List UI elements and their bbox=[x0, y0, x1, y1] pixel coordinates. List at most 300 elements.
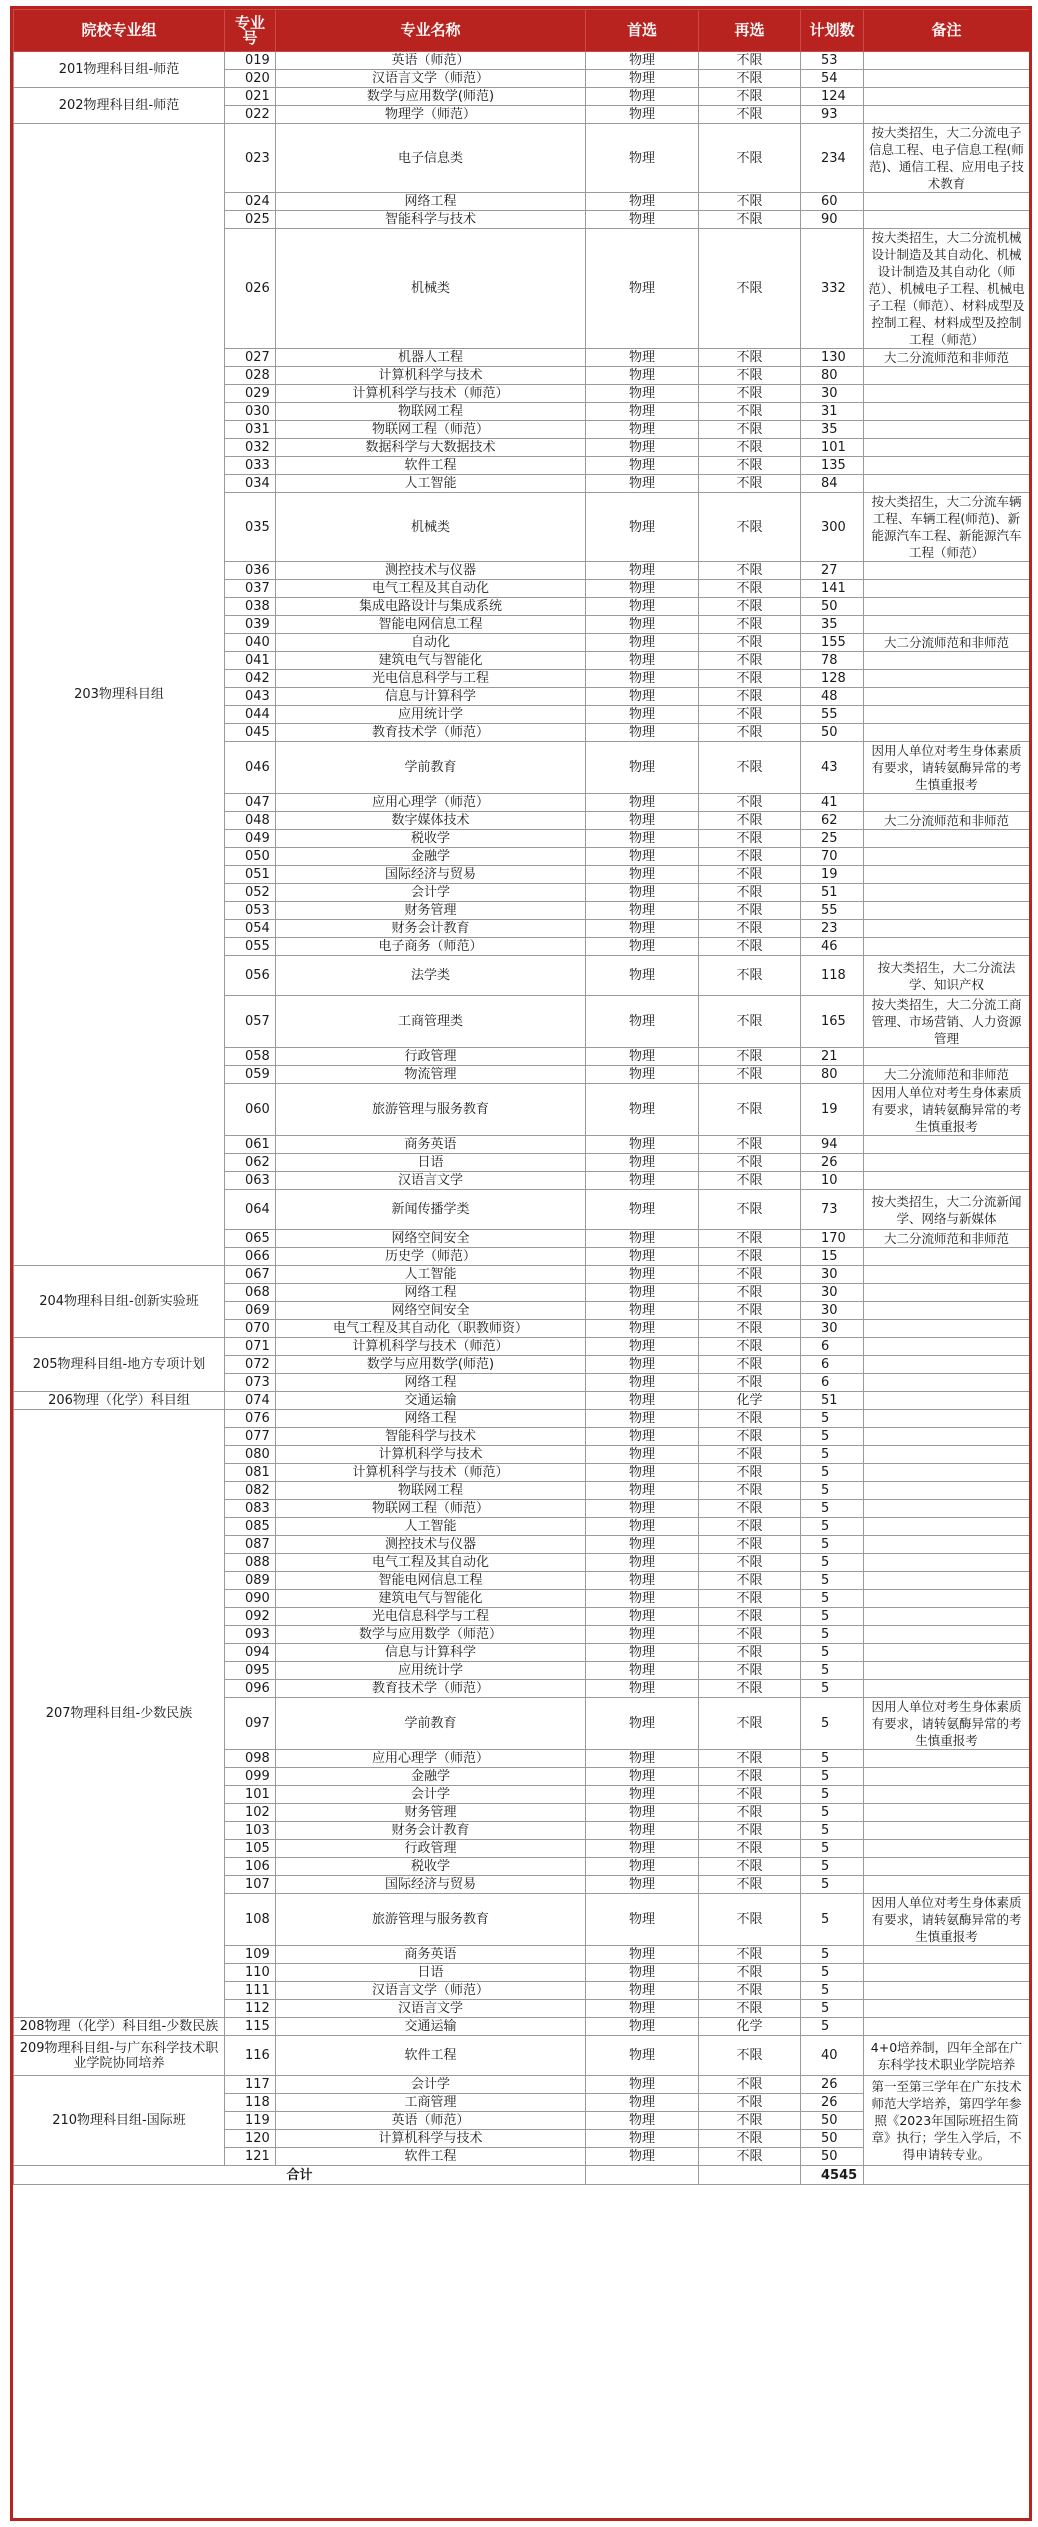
first-subject-cell: 物理 bbox=[586, 1136, 699, 1154]
plan-count-cell: 19 bbox=[801, 866, 864, 884]
major-name-cell: 国际经济与贸易 bbox=[276, 866, 586, 884]
major-name-cell: 教育技术学（师范） bbox=[276, 1680, 586, 1698]
first-subject-cell: 物理 bbox=[586, 1302, 699, 1320]
major-code-cell: 059 bbox=[225, 1066, 276, 1084]
note-cell bbox=[864, 1946, 1030, 1964]
plan-count-cell: 5 bbox=[801, 1698, 864, 1750]
major-code-cell: 097 bbox=[225, 1698, 276, 1750]
second-subject-cell: 不限 bbox=[699, 996, 801, 1048]
note-cell bbox=[864, 1248, 1030, 1266]
total-value: 4545 bbox=[801, 2166, 864, 2185]
second-subject-cell: 不限 bbox=[699, 52, 801, 70]
major-code-cell: 050 bbox=[225, 848, 276, 866]
first-subject-cell: 物理 bbox=[586, 1392, 699, 1410]
table-row bbox=[14, 1410, 1030, 1428]
major-code-cell: 090 bbox=[225, 1590, 276, 1608]
second-subject-cell: 不限 bbox=[699, 830, 801, 848]
major-name-cell: 物流管理 bbox=[276, 1066, 586, 1084]
second-subject-cell: 不限 bbox=[699, 1626, 801, 1644]
plan-count-cell: 26 bbox=[801, 1154, 864, 1172]
major-code-cell: 088 bbox=[225, 1554, 276, 1572]
second-subject-cell: 不限 bbox=[699, 124, 801, 193]
second-subject-cell: 不限 bbox=[699, 1536, 801, 1554]
major-name-cell: 商务英语 bbox=[276, 1946, 586, 1964]
first-subject-cell: 物理 bbox=[586, 688, 699, 706]
second-subject-cell: 不限 bbox=[699, 367, 801, 385]
major-name-cell: 机械类 bbox=[276, 229, 586, 349]
plan-count-cell: 50 bbox=[801, 724, 864, 742]
table-row bbox=[14, 2036, 1030, 2076]
major-code-cell: 102 bbox=[225, 1804, 276, 1822]
major-code-cell: 052 bbox=[225, 884, 276, 902]
first-subject-cell: 物理 bbox=[586, 457, 699, 475]
major-name-cell: 计算机科学与技术（师范） bbox=[276, 385, 586, 403]
major-name-cell: 计算机科学与技术 bbox=[276, 367, 586, 385]
second-subject-cell: 不限 bbox=[699, 106, 801, 124]
second-subject-cell: 不限 bbox=[699, 1428, 801, 1446]
major-code-cell: 108 bbox=[225, 1894, 276, 1946]
second-subject-cell: 不限 bbox=[699, 2130, 801, 2148]
first-subject-cell: 物理 bbox=[586, 1876, 699, 1894]
major-name-cell: 网络工程 bbox=[276, 1284, 586, 1302]
first-subject-cell: 物理 bbox=[586, 2000, 699, 2018]
note-cell bbox=[864, 385, 1030, 403]
major-name-cell: 行政管理 bbox=[276, 1048, 586, 1066]
major-code-cell: 116 bbox=[225, 2036, 276, 2076]
note-cell bbox=[864, 688, 1030, 706]
major-code-cell: 027 bbox=[225, 349, 276, 367]
plan-count-cell: 25 bbox=[801, 830, 864, 848]
plan-count-cell: 6 bbox=[801, 1338, 864, 1356]
note-cell bbox=[864, 1302, 1030, 1320]
major-name-cell: 软件工程 bbox=[276, 457, 586, 475]
major-code-cell: 064 bbox=[225, 1190, 276, 1230]
major-code-cell: 109 bbox=[225, 1946, 276, 1964]
first-subject-cell: 物理 bbox=[586, 385, 699, 403]
major-name-cell: 新闻传播学类 bbox=[276, 1190, 586, 1230]
plan-count-cell: 101 bbox=[801, 439, 864, 457]
note-cell bbox=[864, 794, 1030, 812]
second-subject-cell: 不限 bbox=[699, 1572, 801, 1590]
note-cell bbox=[864, 1608, 1030, 1626]
table-body bbox=[14, 52, 1030, 2185]
major-name-cell: 人工智能 bbox=[276, 475, 586, 493]
first-subject-cell: 物理 bbox=[586, 1356, 699, 1374]
plan-count-cell: 165 bbox=[801, 996, 864, 1048]
second-subject-cell: 不限 bbox=[699, 670, 801, 688]
first-subject-cell: 物理 bbox=[586, 1946, 699, 1964]
first-subject-cell: 物理 bbox=[586, 1230, 699, 1248]
major-name-cell: 工商管理 bbox=[276, 2094, 586, 2112]
second-subject-cell: 不限 bbox=[699, 580, 801, 598]
note-cell bbox=[864, 866, 1030, 884]
second-subject-cell: 不限 bbox=[699, 2094, 801, 2112]
plan-count-cell: 46 bbox=[801, 938, 864, 956]
total-label: 合计 bbox=[14, 2166, 586, 2185]
plan-count-cell: 5 bbox=[801, 1554, 864, 1572]
second-subject-cell: 不限 bbox=[699, 1302, 801, 1320]
note-cell: 按大类招生，大二分流新闻学、网络与新媒体 bbox=[864, 1190, 1030, 1230]
plan-count-cell: 5 bbox=[801, 1768, 864, 1786]
plan-count-cell: 5 bbox=[801, 1982, 864, 2000]
major-code-cell: 034 bbox=[225, 475, 276, 493]
major-name-cell: 网络空间安全 bbox=[276, 1302, 586, 1320]
major-code-cell: 098 bbox=[225, 1750, 276, 1768]
first-subject-cell: 物理 bbox=[586, 2112, 699, 2130]
first-subject-cell: 物理 bbox=[586, 1338, 699, 1356]
second-subject-cell: 不限 bbox=[699, 652, 801, 670]
major-name-cell: 历史学（师范） bbox=[276, 1248, 586, 1266]
major-name-cell: 集成电路设计与集成系统 bbox=[276, 598, 586, 616]
major-code-cell: 035 bbox=[225, 493, 276, 562]
first-subject-cell: 物理 bbox=[586, 52, 699, 70]
header-group: 院校专业组 bbox=[14, 10, 225, 52]
major-code-cell: 115 bbox=[225, 2018, 276, 2036]
second-subject-cell: 不限 bbox=[699, 1048, 801, 1066]
note-cell bbox=[864, 1374, 1030, 1392]
first-subject-cell: 物理 bbox=[586, 902, 699, 920]
note-cell: 按大类招生，大二分流电子信息工程、电子信息工程(师范)、通信工程、应用电子技术教育 bbox=[864, 124, 1030, 193]
first-subject-cell: 物理 bbox=[586, 2130, 699, 2148]
major-name-cell: 物联网工程（师范） bbox=[276, 421, 586, 439]
second-subject-cell: 不限 bbox=[699, 902, 801, 920]
note-cell bbox=[864, 2018, 1030, 2036]
second-subject-cell: 化学 bbox=[699, 2018, 801, 2036]
major-name-cell: 自动化 bbox=[276, 634, 586, 652]
first-subject-cell: 物理 bbox=[586, 1266, 699, 1284]
plan-count-cell: 35 bbox=[801, 616, 864, 634]
second-subject-cell: 不限 bbox=[699, 1338, 801, 1356]
second-subject-cell: 不限 bbox=[699, 562, 801, 580]
note-cell: 按大类招生，大二分流机械设计制造及其自动化、机械设计制造及其自动化（师范）、机械电子工程、机械电子工程（师范）、材料成型及控制工程、材料成型及控制工程（师范） bbox=[864, 229, 1030, 349]
note-cell bbox=[864, 1266, 1030, 1284]
first-subject-cell: 物理 bbox=[586, 1428, 699, 1446]
note-cell bbox=[864, 1964, 1030, 1982]
major-name-cell: 学前教育 bbox=[276, 742, 586, 794]
header-major: 专业名称 bbox=[276, 10, 586, 52]
note-cell bbox=[864, 1644, 1030, 1662]
major-code-cell: 038 bbox=[225, 598, 276, 616]
table-row bbox=[14, 2018, 1030, 2036]
note-cell bbox=[864, 1338, 1030, 1356]
second-subject-cell: 不限 bbox=[699, 385, 801, 403]
major-code-cell: 036 bbox=[225, 562, 276, 580]
second-subject-cell: 不限 bbox=[699, 457, 801, 475]
second-subject-cell: 不限 bbox=[699, 1982, 801, 2000]
second-subject-cell: 不限 bbox=[699, 1518, 801, 1536]
plan-count-cell: 5 bbox=[801, 1894, 864, 1946]
second-subject-cell: 不限 bbox=[699, 2112, 801, 2130]
total-empty-cell bbox=[864, 2166, 1030, 2185]
plan-count-cell: 5 bbox=[801, 1410, 864, 1428]
first-subject-cell: 物理 bbox=[586, 1804, 699, 1822]
major-name-cell: 光电信息科学与工程 bbox=[276, 1608, 586, 1626]
first-subject-cell: 物理 bbox=[586, 229, 699, 349]
note-cell bbox=[864, 902, 1030, 920]
second-subject-cell: 不限 bbox=[699, 688, 801, 706]
first-subject-cell: 物理 bbox=[586, 1518, 699, 1536]
note-cell: 因用人单位对考生身体素质有要求，请转氨酶异常的考生慎重报考 bbox=[864, 1084, 1030, 1136]
header-code: 专业号 bbox=[225, 10, 276, 52]
note-cell: 因用人单位对考生身体素质有要求，请转氨酶异常的考生慎重报考 bbox=[864, 1698, 1030, 1750]
admission-plan-table-frame bbox=[10, 6, 1032, 2521]
major-code-cell: 045 bbox=[225, 724, 276, 742]
major-name-cell: 税收学 bbox=[276, 1858, 586, 1876]
major-code-cell: 106 bbox=[225, 1858, 276, 1876]
first-subject-cell: 物理 bbox=[586, 88, 699, 106]
first-subject-cell: 物理 bbox=[586, 848, 699, 866]
first-subject-cell: 物理 bbox=[586, 1590, 699, 1608]
note-cell bbox=[864, 1662, 1030, 1680]
second-subject-cell: 不限 bbox=[699, 634, 801, 652]
plan-count-cell: 62 bbox=[801, 812, 864, 830]
second-subject-cell: 不限 bbox=[699, 1804, 801, 1822]
major-name-cell: 应用统计学 bbox=[276, 706, 586, 724]
note-cell bbox=[864, 1320, 1030, 1338]
major-name-cell: 汉语言文学（师范） bbox=[276, 1982, 586, 2000]
first-subject-cell: 物理 bbox=[586, 403, 699, 421]
table-row bbox=[14, 1392, 1030, 1410]
major-code-cell: 056 bbox=[225, 956, 276, 996]
plan-count-cell: 51 bbox=[801, 884, 864, 902]
major-name-cell: 工商管理类 bbox=[276, 996, 586, 1048]
major-code-cell: 046 bbox=[225, 742, 276, 794]
table-row bbox=[14, 124, 1030, 193]
major-name-cell: 物理学（师范） bbox=[276, 106, 586, 124]
header-first-subject: 首选 bbox=[586, 10, 699, 52]
header-note: 备注 bbox=[864, 10, 1030, 52]
major-name-cell: 金融学 bbox=[276, 848, 586, 866]
first-subject-cell: 物理 bbox=[586, 1410, 699, 1428]
first-subject-cell: 物理 bbox=[586, 475, 699, 493]
first-subject-cell: 物理 bbox=[586, 1840, 699, 1858]
plan-count-cell: 40 bbox=[801, 2036, 864, 2076]
major-name-cell: 应用统计学 bbox=[276, 1662, 586, 1680]
second-subject-cell: 不限 bbox=[699, 421, 801, 439]
first-subject-cell: 物理 bbox=[586, 1964, 699, 1982]
plan-count-cell: 54 bbox=[801, 70, 864, 88]
major-name-cell: 学前教育 bbox=[276, 1698, 586, 1750]
second-subject-cell: 不限 bbox=[699, 1266, 801, 1284]
plan-count-cell: 48 bbox=[801, 688, 864, 706]
major-name-cell: 会计学 bbox=[276, 2076, 586, 2094]
note-cell: 按大类招生，大二分流工商管理、市场营销、人力资源管理 bbox=[864, 996, 1030, 1048]
major-name-cell: 计算机科学与技术（师范） bbox=[276, 1338, 586, 1356]
second-subject-cell: 不限 bbox=[699, 1946, 801, 1964]
second-subject-cell: 不限 bbox=[699, 439, 801, 457]
note-cell bbox=[864, 1172, 1030, 1190]
note-cell bbox=[864, 1136, 1030, 1154]
first-subject-cell: 物理 bbox=[586, 493, 699, 562]
plan-count-cell: 5 bbox=[801, 1680, 864, 1698]
first-subject-cell: 物理 bbox=[586, 1190, 699, 1230]
note-cell bbox=[864, 193, 1030, 211]
second-subject-cell: 不限 bbox=[699, 2000, 801, 2018]
note-cell bbox=[864, 1590, 1030, 1608]
table-row bbox=[14, 52, 1030, 70]
second-subject-cell: 不限 bbox=[699, 1554, 801, 1572]
major-code-cell: 040 bbox=[225, 634, 276, 652]
first-subject-cell: 物理 bbox=[586, 724, 699, 742]
first-subject-cell: 物理 bbox=[586, 652, 699, 670]
plan-count-cell: 6 bbox=[801, 1356, 864, 1374]
admission-plan-table bbox=[13, 9, 1030, 2185]
major-code-cell: 031 bbox=[225, 421, 276, 439]
first-subject-cell: 物理 bbox=[586, 106, 699, 124]
group-cell: 208物理（化学）科目组-少数民族 bbox=[14, 2018, 225, 2036]
second-subject-cell: 不限 bbox=[699, 1136, 801, 1154]
first-subject-cell: 物理 bbox=[586, 1786, 699, 1804]
note-cell bbox=[864, 421, 1030, 439]
second-subject-cell: 不限 bbox=[699, 1698, 801, 1750]
plan-count-cell: 5 bbox=[801, 1644, 864, 1662]
second-subject-cell: 不限 bbox=[699, 1680, 801, 1698]
plan-count-cell: 5 bbox=[801, 1428, 864, 1446]
note-cell bbox=[864, 1822, 1030, 1840]
first-subject-cell: 物理 bbox=[586, 193, 699, 211]
first-subject-cell: 物理 bbox=[586, 124, 699, 193]
table-row bbox=[14, 2076, 1030, 2094]
group-cell: 204物理科目组-创新实验班 bbox=[14, 1266, 225, 1338]
plan-count-cell: 135 bbox=[801, 457, 864, 475]
major-name-cell: 行政管理 bbox=[276, 1840, 586, 1858]
note-cell bbox=[864, 1768, 1030, 1786]
plan-count-cell: 5 bbox=[801, 1786, 864, 1804]
major-name-cell: 旅游管理与服务教育 bbox=[276, 1894, 586, 1946]
major-code-cell: 026 bbox=[225, 229, 276, 349]
note-cell bbox=[864, 211, 1030, 229]
major-name-cell: 税收学 bbox=[276, 830, 586, 848]
major-code-cell: 019 bbox=[225, 52, 276, 70]
first-subject-cell: 物理 bbox=[586, 1284, 699, 1302]
major-name-cell: 物联网工程 bbox=[276, 1482, 586, 1500]
second-subject-cell: 不限 bbox=[699, 794, 801, 812]
major-code-cell: 029 bbox=[225, 385, 276, 403]
first-subject-cell: 物理 bbox=[586, 2148, 699, 2166]
plan-count-cell: 94 bbox=[801, 1136, 864, 1154]
major-code-cell: 066 bbox=[225, 1248, 276, 1266]
major-name-cell: 智能电网信息工程 bbox=[276, 1572, 586, 1590]
major-code-cell: 111 bbox=[225, 1982, 276, 2000]
plan-count-cell: 30 bbox=[801, 1284, 864, 1302]
note-cell bbox=[864, 106, 1030, 124]
plan-count-cell: 31 bbox=[801, 403, 864, 421]
major-code-cell: 024 bbox=[225, 193, 276, 211]
second-subject-cell: 不限 bbox=[699, 1084, 801, 1136]
plan-count-cell: 93 bbox=[801, 106, 864, 124]
first-subject-cell: 物理 bbox=[586, 1698, 699, 1750]
second-subject-cell: 不限 bbox=[699, 2148, 801, 2166]
group-cell: 201物理科目组-师范 bbox=[14, 52, 225, 88]
major-code-cell: 094 bbox=[225, 1644, 276, 1662]
second-subject-cell: 不限 bbox=[699, 1172, 801, 1190]
first-subject-cell: 物理 bbox=[586, 562, 699, 580]
first-subject-cell: 物理 bbox=[586, 1572, 699, 1590]
plan-count-cell: 128 bbox=[801, 670, 864, 688]
plan-count-cell: 35 bbox=[801, 421, 864, 439]
note-cell bbox=[864, 706, 1030, 724]
major-code-cell: 041 bbox=[225, 652, 276, 670]
major-name-cell: 信息与计算科学 bbox=[276, 1644, 586, 1662]
plan-count-cell: 50 bbox=[801, 598, 864, 616]
first-subject-cell: 物理 bbox=[586, 1446, 699, 1464]
second-subject-cell: 不限 bbox=[699, 1964, 801, 1982]
plan-count-cell: 5 bbox=[801, 1858, 864, 1876]
note-cell bbox=[864, 616, 1030, 634]
major-name-cell: 电气工程及其自动化（职教师资） bbox=[276, 1320, 586, 1338]
major-code-cell: 021 bbox=[225, 88, 276, 106]
second-subject-cell: 不限 bbox=[699, 70, 801, 88]
first-subject-cell: 物理 bbox=[586, 812, 699, 830]
note-cell bbox=[864, 1786, 1030, 1804]
second-subject-cell: 不限 bbox=[699, 1284, 801, 1302]
major-name-cell: 英语（师范） bbox=[276, 52, 586, 70]
major-name-cell: 建筑电气与智能化 bbox=[276, 652, 586, 670]
second-subject-cell: 不限 bbox=[699, 1822, 801, 1840]
plan-count-cell: 80 bbox=[801, 1066, 864, 1084]
major-name-cell: 电气工程及其自动化 bbox=[276, 1554, 586, 1572]
second-subject-cell: 不限 bbox=[699, 1786, 801, 1804]
second-subject-cell: 不限 bbox=[699, 1894, 801, 1946]
plan-count-cell: 60 bbox=[801, 193, 864, 211]
note-cell bbox=[864, 1154, 1030, 1172]
major-name-cell: 财务管理 bbox=[276, 902, 586, 920]
plan-count-cell: 30 bbox=[801, 1266, 864, 1284]
note-cell bbox=[864, 1572, 1030, 1590]
second-subject-cell: 不限 bbox=[699, 812, 801, 830]
first-subject-cell: 物理 bbox=[586, 616, 699, 634]
note-cell bbox=[864, 1518, 1030, 1536]
second-subject-cell: 不限 bbox=[699, 1590, 801, 1608]
major-name-cell: 数学与应用数学(师范) bbox=[276, 88, 586, 106]
second-subject-cell: 不限 bbox=[699, 1840, 801, 1858]
second-subject-cell: 不限 bbox=[699, 1858, 801, 1876]
plan-count-cell: 50 bbox=[801, 2148, 864, 2166]
major-name-cell: 应用心理学（师范） bbox=[276, 1750, 586, 1768]
note-cell: 大二分流师范和非师范 bbox=[864, 812, 1030, 830]
first-subject-cell: 物理 bbox=[586, 920, 699, 938]
second-subject-cell: 不限 bbox=[699, 1464, 801, 1482]
major-code-cell: 055 bbox=[225, 938, 276, 956]
major-name-cell: 智能科学与技术 bbox=[276, 211, 586, 229]
plan-count-cell: 15 bbox=[801, 1248, 864, 1266]
major-code-cell: 058 bbox=[225, 1048, 276, 1066]
major-code-cell: 107 bbox=[225, 1876, 276, 1894]
note-cell bbox=[864, 367, 1030, 385]
major-name-cell: 机器人工程 bbox=[276, 349, 586, 367]
second-subject-cell: 不限 bbox=[699, 1066, 801, 1084]
second-subject-cell: 不限 bbox=[699, 956, 801, 996]
plan-count-cell: 5 bbox=[801, 1500, 864, 1518]
plan-count-cell: 5 bbox=[801, 1572, 864, 1590]
major-name-cell: 会计学 bbox=[276, 1786, 586, 1804]
major-name-cell: 计算机科学与技术 bbox=[276, 2130, 586, 2148]
second-subject-cell: 不限 bbox=[699, 211, 801, 229]
note-cell bbox=[864, 1840, 1030, 1858]
first-subject-cell: 物理 bbox=[586, 1554, 699, 1572]
note-cell bbox=[864, 1858, 1030, 1876]
major-code-cell: 039 bbox=[225, 616, 276, 634]
major-name-cell: 数学与应用数学(师范) bbox=[276, 1356, 586, 1374]
plan-count-cell: 5 bbox=[801, 1946, 864, 1964]
first-subject-cell: 物理 bbox=[586, 1822, 699, 1840]
major-code-cell: 118 bbox=[225, 2094, 276, 2112]
major-code-cell: 081 bbox=[225, 1464, 276, 1482]
plan-count-cell: 90 bbox=[801, 211, 864, 229]
major-name-cell: 人工智能 bbox=[276, 1266, 586, 1284]
second-subject-cell: 不限 bbox=[699, 349, 801, 367]
first-subject-cell: 物理 bbox=[586, 2018, 699, 2036]
